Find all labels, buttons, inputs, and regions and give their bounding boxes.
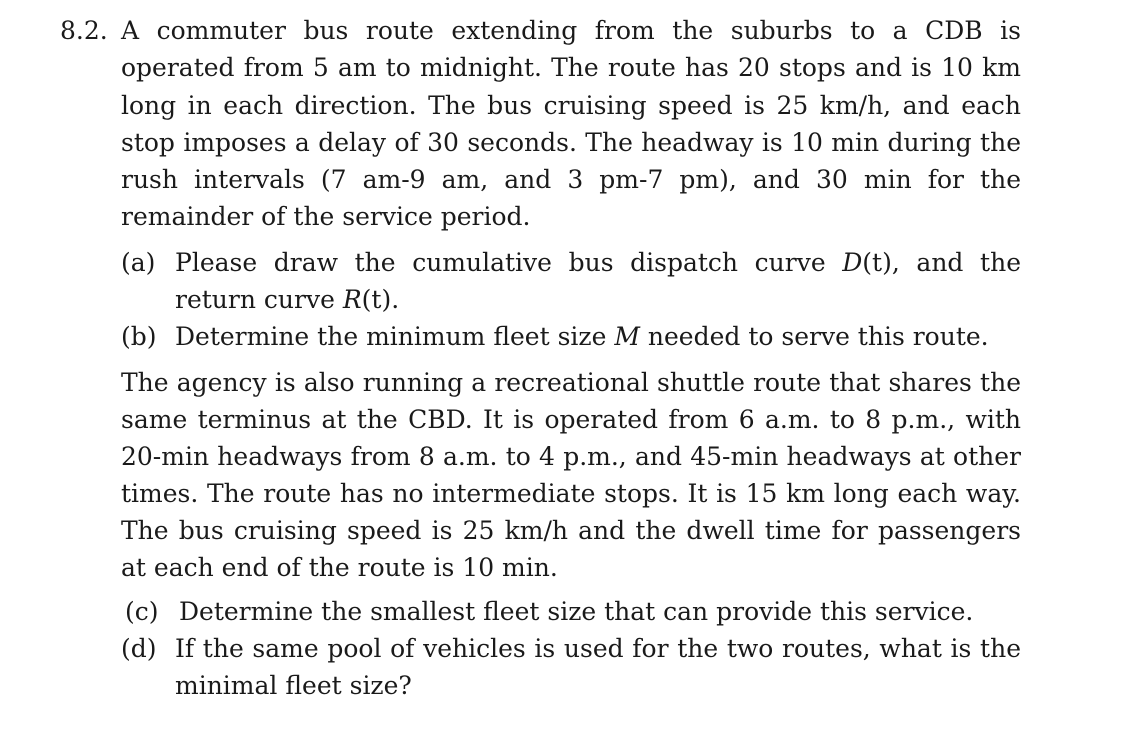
part-d — [121, 630, 1021, 705]
part-a-label: (a) — [121, 248, 156, 277]
part-b — [121, 318, 1021, 355]
part-b-label: (b) — [121, 322, 157, 351]
part-c — [125, 593, 1025, 630]
part-d-text: If the same pool of vehicles is used for the two routes, what is the minimal fleet size? — [175, 634, 1021, 701]
dispatch-curve-arg: (t) — [862, 248, 892, 277]
shuttle-route-paragraph: The agency is also running a recreational shuttle route that shares the same terminus at the CBD. It is operated from 6 a.m. to 8 p.m., with 20-min headways from 8 a.m. to 4 p.m., and 45-min headways at other times. The route has no intermediate stops. It is 15 km long each way. The bus cruising speed is 25 km/h and the dwell time for passengers at each end of the route is 10 min. — [121, 368, 1021, 582]
part-a-text-start: Please draw the cumulative bus dispatch curve — [175, 248, 843, 277]
part-a — [121, 244, 1021, 319]
dispatch-curve-symbol: D — [842, 248, 863, 277]
part-b-text-end: needed to serve this route. — [639, 322, 989, 351]
part-d-label: (d) — [121, 634, 157, 663]
part-c-text: Determine the smallest fleet size that can provide this service. — [179, 597, 974, 626]
part-a-text — [175, 244, 1021, 319]
part-a-text-end: . — [391, 285, 400, 315]
part-a-text-mid: , and the return curve — [175, 248, 1021, 315]
part-c-label: (c) — [125, 597, 159, 626]
fleet-size-symbol: M — [614, 322, 640, 351]
part-b-text-start: Determine the minimum fleet size — [175, 322, 615, 351]
return-curve-arg: (t) — [361, 285, 392, 315]
problem-number: 8.2. — [60, 16, 108, 45]
problem-intro: A commuter bus route extending from the suburbs to a CDB is operated from 5 am to midnight. The route has 20 stops and is 10 km long in each direction. The bus cruising speed is 25 km/h, and each stop imposes a delay of 30 seconds. The headway is 10 min during the rush intervals (7 am-9 am, and 3 pm-7 pm), and 30 min for the remainder of the service period. — [121, 16, 1021, 232]
return-curve-symbol: R — [342, 285, 362, 315]
part-b-text — [175, 318, 1021, 355]
